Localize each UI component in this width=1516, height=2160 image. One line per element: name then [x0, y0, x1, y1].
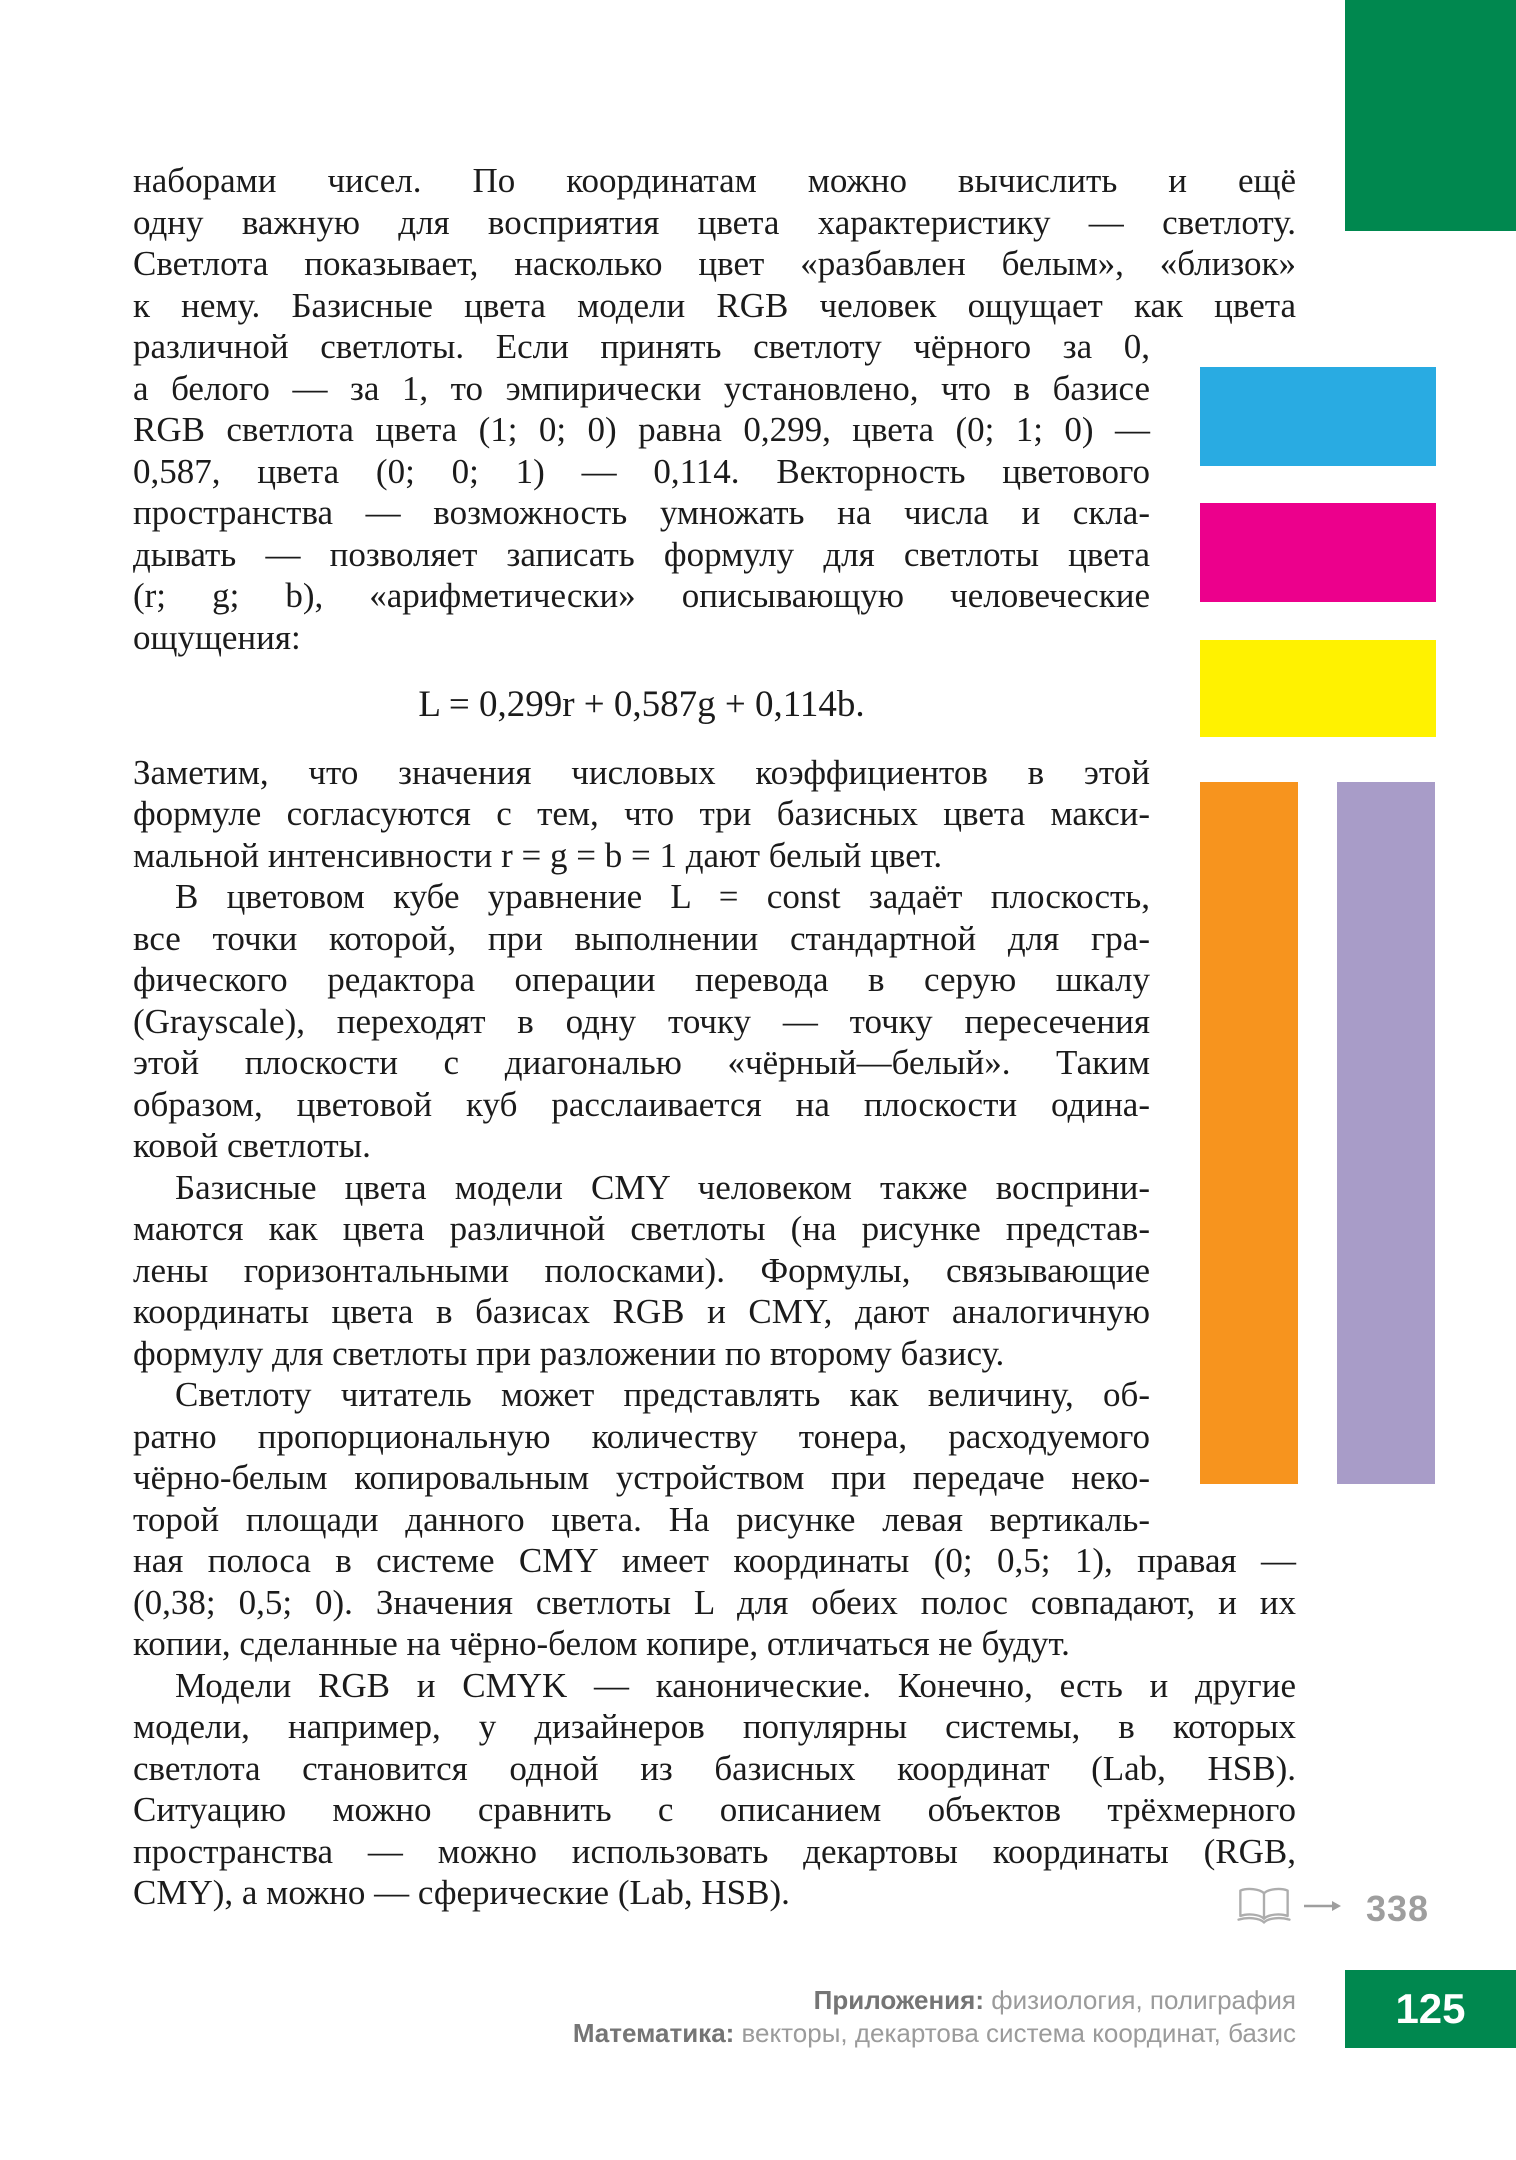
- text-line: ковой светлоты.: [133, 1126, 371, 1165]
- text-line: формуле согласуются с тем, что три базисных цвета макси-: [133, 794, 1150, 833]
- text-line: различной светлоты. Если принять светлоту чёрного за 0,: [133, 327, 1150, 366]
- green-corner-block: [1345, 0, 1516, 231]
- text-line: 0,587, цвета (0; 0; 1) — 0,114. Векторность цветового: [133, 451, 1150, 491]
- text-line: к нему. Базисные цвета модели RGB человек ощущает как цвета: [133, 285, 1296, 325]
- paragraph: [133, 160, 1296, 658]
- text-line: мальной интенсивности r = g = b = 1 дают белый цвет.: [133, 835, 943, 875]
- text-line: маются как цвета различной светлоты (на рисунке представ-: [133, 1209, 1150, 1248]
- text-line: CMY), а можно — сферические (Lab, HSB).: [133, 1873, 790, 1912]
- text-line: ощущения:: [133, 617, 301, 657]
- cross-reference-badge: [1236, 1886, 1429, 1931]
- text-line: Ситуацию можно сравнить с описанием объектов трёхмерного: [133, 1790, 1296, 1829]
- text-line: копии, сделанные на чёрно-белом копире, отличаться не будут.: [133, 1624, 1070, 1663]
- arrow-right-icon: [1304, 1899, 1342, 1918]
- text-line: дывать — позволяет записать формулу для светлоты цвета: [133, 534, 1150, 574]
- footer-tag-value: векторы, декартова система координат, базис: [734, 2018, 1296, 2048]
- paragraph: [133, 752, 1296, 877]
- text-line: лены горизонтальными полосками). Формулы, связывающие: [133, 1250, 1150, 1290]
- text-line: Светлоту читатель может представлять как величину, об-: [175, 1375, 1150, 1414]
- footer-tag-value: физиология, полиграфия: [984, 1985, 1296, 2015]
- page-number: 125: [1395, 1985, 1466, 2032]
- text-line: фического редактора операции перевода в серую шкалу: [133, 960, 1150, 999]
- text-line: модели, например, у дизайнеров популярны системы, в которых: [133, 1707, 1296, 1746]
- text-line: координаты цвета в базисах RGB и CMY, дают аналогичную: [133, 1292, 1150, 1331]
- text-line: пространства — возможность умножать на числа и скла-: [133, 493, 1150, 532]
- page-number-box: [1345, 1970, 1516, 2048]
- footer-tag-line: [133, 2017, 1296, 2050]
- text-line: образом, цветовой куб расслаивается на плоскости одина-: [133, 1084, 1150, 1124]
- text-line: пространства — можно использовать декартовы координаты (RGB,: [133, 1831, 1296, 1871]
- footer-tag-label: Приложения:: [813, 1985, 984, 2015]
- text-line: ная полоса в системе CMY имеет координаты (0; 0,5; 1), правая —: [133, 1541, 1296, 1580]
- text-line: светлота становится одной из базисных координат (Lab, HSB).: [133, 1748, 1296, 1788]
- open-book-icon: [1236, 1886, 1292, 1931]
- paragraph: [133, 1167, 1296, 1375]
- text-line: (r; g; b), «арифметически» описывающую человеческие: [133, 576, 1150, 615]
- text-line: Заметим, что значения числовых коэффициентов в этой: [133, 752, 1150, 792]
- text-line: В цветовом кубе уравнение L = const задаёт плоскость,: [175, 877, 1150, 916]
- paragraph: [133, 876, 1296, 1167]
- lightness-formula: L = 0,299r + 0,587g + 0,114b.: [418, 684, 865, 725]
- footer-tag-label: Математика:: [572, 2018, 735, 2048]
- text-line: (0,38; 0,5; 0). Значения светлоты L для обеих полос совпадают, и их: [133, 1582, 1296, 1622]
- text-line: формулу для светлоты при разложении по второму базису.: [133, 1333, 1005, 1373]
- text-line: а белого — за 1, то эмпирически установлено, что в базисе: [133, 368, 1150, 408]
- footer-subject-tags: [133, 1984, 1296, 2050]
- text-line: Модели RGB и CMYK — канонические. Конечно, есть и другие: [175, 1665, 1296, 1705]
- text-line: ратно пропорциональную количеству тонера, расходуемого: [133, 1416, 1150, 1456]
- text-line: Светлота показывает, насколько цвет «разбавлен белым», «близок»: [133, 244, 1296, 283]
- body-text: [133, 160, 1296, 1914]
- text-line: одну важную для восприятия цвета характеристику — светлоту.: [133, 202, 1296, 242]
- footer-tag-line: [133, 1984, 1296, 2017]
- paragraph: [133, 1374, 1296, 1665]
- text-line: наборами чисел. По координатам можно вычислить и ещё: [133, 161, 1296, 200]
- paragraph: [133, 1665, 1296, 1914]
- reference-page-number: 338: [1366, 1887, 1430, 1929]
- text-line: RGB светлота цвета (1; 0; 0) равна 0,299, цвета (0; 1; 0) —: [133, 410, 1150, 449]
- lavender-strip: [1337, 782, 1435, 1484]
- text-line: все точки которой, при выполнении стандартной для гра-: [133, 918, 1150, 958]
- text-line: Базисные цвета модели CMY человеком также восприни-: [175, 1167, 1150, 1207]
- text-line: торой площади данного цвета. На рисунке левая вертикаль-: [133, 1499, 1150, 1539]
- text-line: этой плоскости с диагональю «чёрный—белый». Таким: [133, 1043, 1150, 1082]
- text-line: (Grayscale), переходят в одну точку — точку пересечения: [133, 1001, 1150, 1041]
- text-line: чёрно-белым копировальным устройством при передаче неко-: [133, 1458, 1150, 1497]
